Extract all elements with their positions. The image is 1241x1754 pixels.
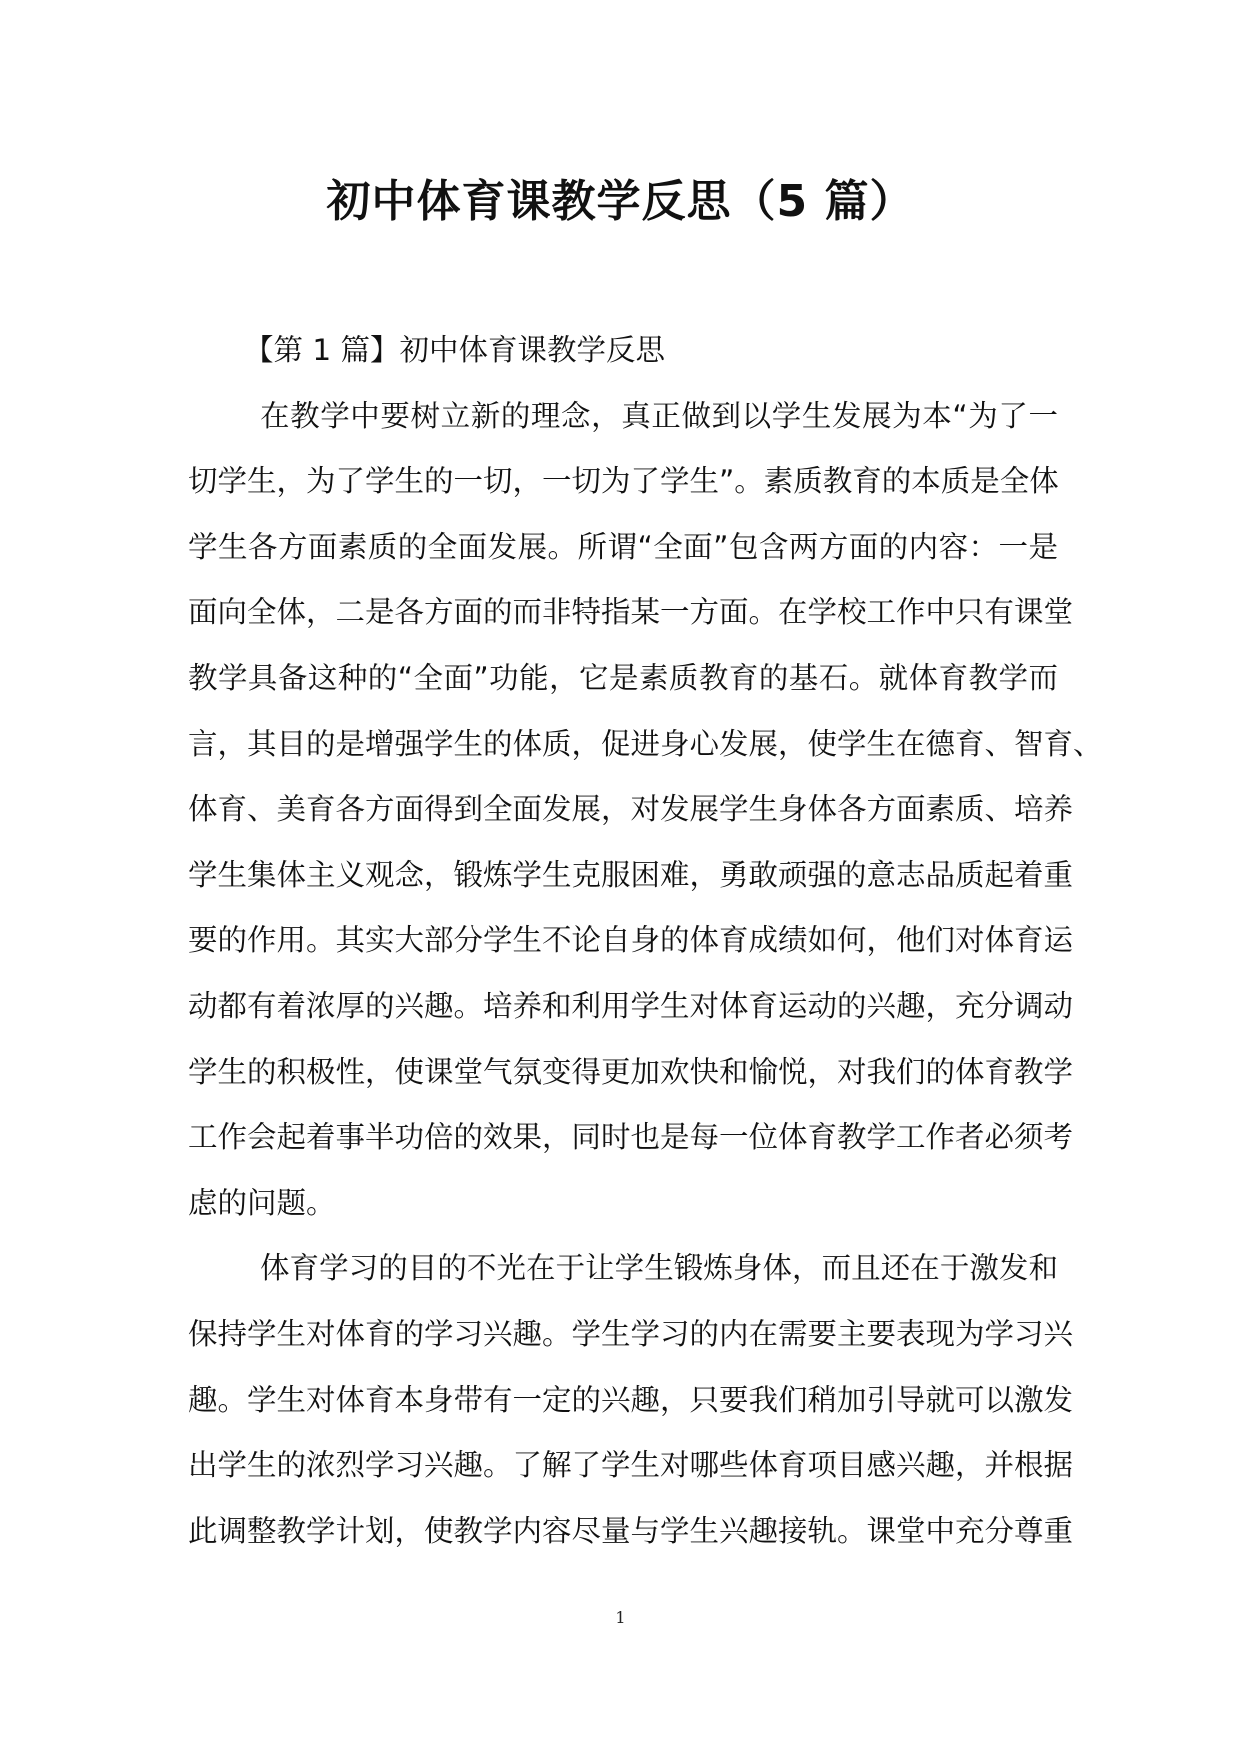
paragraph-line: 学生各方面素质的全面发展。所谓“全面”包含两方面的内容：一是 — [188, 529, 1058, 564]
section-heading: 【第 1 篇】初中体育课教学反思 — [244, 333, 666, 367]
paragraph-line: 体育、美育各方面得到全面发展，对发展学生身体各方面素质、培养 — [188, 792, 1074, 827]
paragraph-line: 切学生，为了学生的一切，一切为了学生”。素质教育的本质是全体 — [188, 464, 1059, 499]
paragraph-line: 体育学习的目的不光在于让学生锻炼身体，而且还在于激发和 — [260, 1251, 1058, 1286]
paragraph-line: 此调整教学计划，使教学内容尽量与学生兴趣接轨。课堂中充分尊重 — [188, 1513, 1074, 1548]
paragraph-line: 要的作用。其实大部分学生不论自身的体育成绩如何，他们对体育运 — [188, 923, 1074, 958]
paragraph-line: 趣。学生对体育本身带有一定的兴趣，只要我们稍加引导就可以激发 — [188, 1382, 1074, 1417]
page-number: 1 — [615, 1608, 626, 1627]
paragraph-line: 学生集体主义观念，锻炼学生克服困难，勇敢顽强的意志品质起着重 — [188, 857, 1074, 892]
paragraph-line: 教学具备这种的“全面”功能，它是素质教育的基石。就体育教学而 — [188, 660, 1058, 695]
paragraph-line: 出学生的浓烈学习兴趣。了解了学生对哪些体育项目感兴趣，并根据 — [188, 1448, 1074, 1483]
paragraph-line: 面向全体，二是各方面的而非特指某一方面。在学校工作中只有课堂 — [188, 595, 1074, 630]
paragraph-line: 言，其目的是增强学生的体质，促进身心发展，使学生在德育、智育、 — [188, 726, 1103, 761]
paragraph-line: 工作会起着事半功倍的效果，同时也是每一位体育教学工作者必须考 — [188, 1120, 1074, 1155]
paragraph-line: 保持学生对体育的学习兴趣。学生学习的内在需要主要表现为学习兴 — [188, 1316, 1074, 1351]
paragraph-line: 动都有着浓厚的兴趣。培养和利用学生对体育运动的兴趣，充分调动 — [188, 988, 1074, 1023]
paragraph-line: 学生的积极性，使课堂气氛变得更加欢快和愉悦，对我们的体育教学 — [188, 1054, 1074, 1089]
paragraph-line: 虑的问题。 — [188, 1185, 336, 1220]
document-body — [188, 318, 1103, 1564]
document-title: 初中体育课教学反思（5 篇） — [326, 176, 915, 227]
paragraph-line: 在教学中要树立新的理念，真正做到以学生发展为本“为了一 — [260, 398, 1058, 433]
